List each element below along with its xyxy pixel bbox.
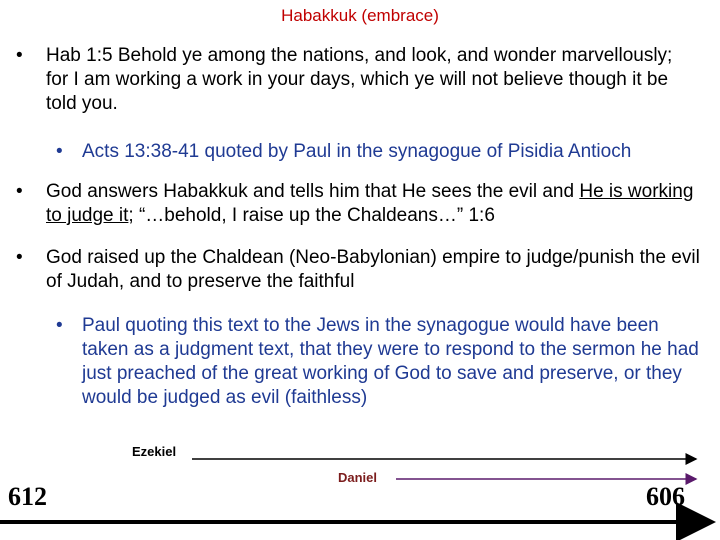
bullet-text: God raised up the Chaldean (Neo-Babylonian) empire to judge/punish the evil of Judah, and to preserve the faithful [46,247,700,292]
timeline-label-daniel: Daniel [338,470,378,485]
bullet-text: Hab 1:5 Behold ye among the nations, and look, and wonder marvellously; for I am working a work in your days, which ye will not believe though it be told you. [46,45,673,114]
bullet-dot: • [56,141,63,162]
bullet-dot: • [56,315,63,336]
bullet-text: Acts 13:38-41 quoted by Paul in the synagogue of Pisidia Antioch [82,141,632,162]
timeline-start-year: 612 [8,482,47,511]
bullet-text-pre: God answers Habakkuk and tells him that He sees the evil and [46,181,580,202]
timeline-label-ezekiel: Ezekiel [132,444,177,459]
bullet-text: Paul quoting this text to the Jews in the synagogue would have been taken as a judgment text, that they were to respond to the sermon he had just preached of the great working of God to save and preserve, or they would be judged as evil (faithless) [82,315,699,408]
bullet-dot: • [16,45,23,66]
bullet-text-post: ; “…behold, I raise up the Chaldeans…” 1:6 [128,205,495,226]
slide-title: Habakkuk (embrace) [281,6,439,25]
bullet-text-underlined: He is working to judge it [46,181,694,226]
bullet-dot: • [16,181,23,202]
bullet-dot: • [16,247,23,268]
timeline-end-year: 606 [646,482,685,511]
